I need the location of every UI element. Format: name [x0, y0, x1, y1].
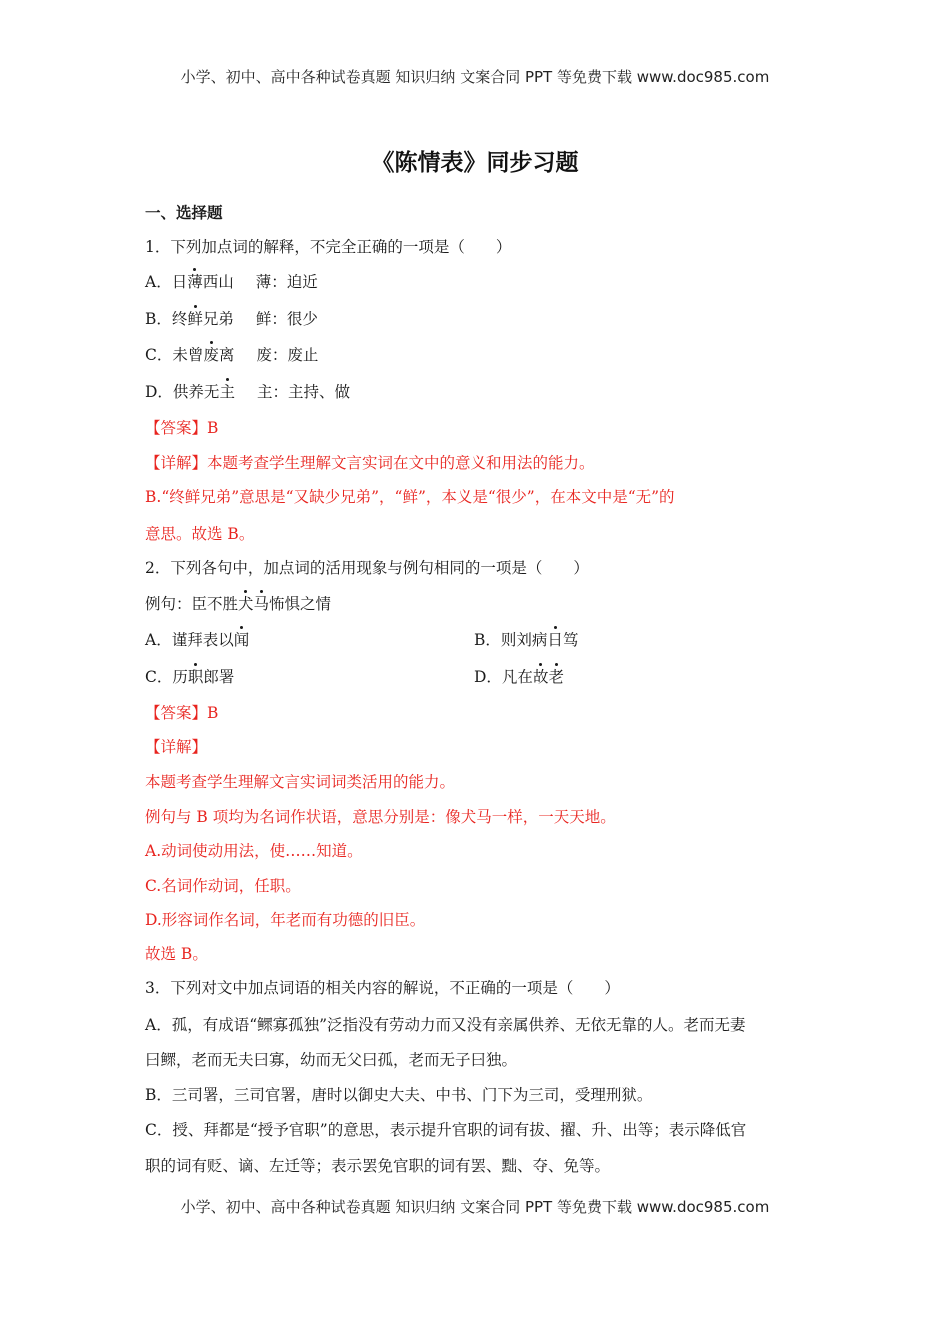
- q1-detail: 【详解】本题考查学生理解文言实词在文中的意义和用法的能力。: [145, 454, 595, 472]
- page-footer: 小学、初中、高中各种试卷真题 知识归纳 文案合同 PPT 等免费下载 www.doc985.com: [180, 1198, 770, 1216]
- q2-example: 例句：臣不胜犬马怖惧之情: [145, 595, 332, 613]
- section-heading: 一、选择题: [145, 204, 223, 222]
- q2-explanation-6: 故选 B。: [145, 945, 208, 963]
- q1-option-c: C．未曾废离 废：废止: [145, 346, 319, 364]
- page-title: 《陈情表》同步习题: [371, 150, 579, 176]
- q3-option-a-line-1: A．孤，有成语“鳏寡孤独”泛指没有劳动力而又没有亲属供养、无依无靠的人。老而无妻: [145, 1016, 746, 1034]
- q2-explanation-1: 本题考查学生理解文言实词词类活用的能力。: [145, 773, 456, 791]
- q2-explanation-2: 例句与 B 项均为名词作状语，意思分别是：像犬马一样，一天天地。: [145, 808, 616, 826]
- q3-option-c-line-1: C．授、拜都是“授予官职”的意思，表示提升官职的词有拔、擢、升、出等；表示降低官: [145, 1121, 747, 1139]
- q3-option-c-line-2: 职的词有贬、谪、左迁等；表示罢免官职的词有罢、黜、夺、免等。: [145, 1157, 611, 1175]
- q2-explanation-3: A.动词使动用法，使……知道。: [145, 842, 363, 860]
- q3-stem: 3．下列对文中加点词语的相关内容的解说，不正确的一项是（ ）: [145, 979, 620, 997]
- q2-option-d: D．凡在故老: [474, 668, 564, 686]
- q2-option-b: B．则刘病日笃: [474, 631, 579, 649]
- q3-option-a-line-2: 曰鳏，老而无夫曰寡，幼而无父曰孤，老而无子曰独。: [145, 1051, 518, 1069]
- q2-detail: 【详解】: [145, 738, 208, 756]
- q1-option-a: A．日薄西山 薄：迫近: [145, 273, 318, 291]
- page-header: 小学、初中、高中各种试卷真题 知识归纳 文案合同 PPT 等免费下载 www.doc985.com: [180, 68, 770, 86]
- q2-stem: 2．下列各句中，加点词的活用现象与例句相同的一项是（ ）: [145, 559, 589, 577]
- q2-explanation-5: D.形容词作名词，年老而有功德的旧臣。: [145, 911, 426, 929]
- q1-stem: 1．下列加点词的解释，不完全正确的一项是（ ）: [145, 238, 512, 256]
- q1-answer: 【答案】B: [145, 419, 219, 437]
- q1-option-d: D．供养无主 主：主持、做: [145, 383, 350, 401]
- q2-option-a: A．谨拜表以闻: [145, 631, 250, 649]
- q1-explanation-line-2: 意思。故选 B。: [145, 525, 255, 543]
- q1-option-b: B．终鲜兄弟 鲜：很少: [145, 310, 318, 328]
- q2-answer: 【答案】B: [145, 704, 219, 722]
- q1-explanation-line-1: B.“终鲜兄弟”意思是“又缺少兄弟”，“鲜”，本义是“很少”，在本文中是“无”的: [145, 488, 675, 506]
- q2-explanation-4: C.名词作动词，任职。: [145, 877, 301, 895]
- q3-option-b: B．三司署，三司官署，唐时以御史大夫、中书、门下为三司，受理刑狱。: [145, 1086, 653, 1104]
- q2-option-c: C．历职郎署: [145, 668, 235, 686]
